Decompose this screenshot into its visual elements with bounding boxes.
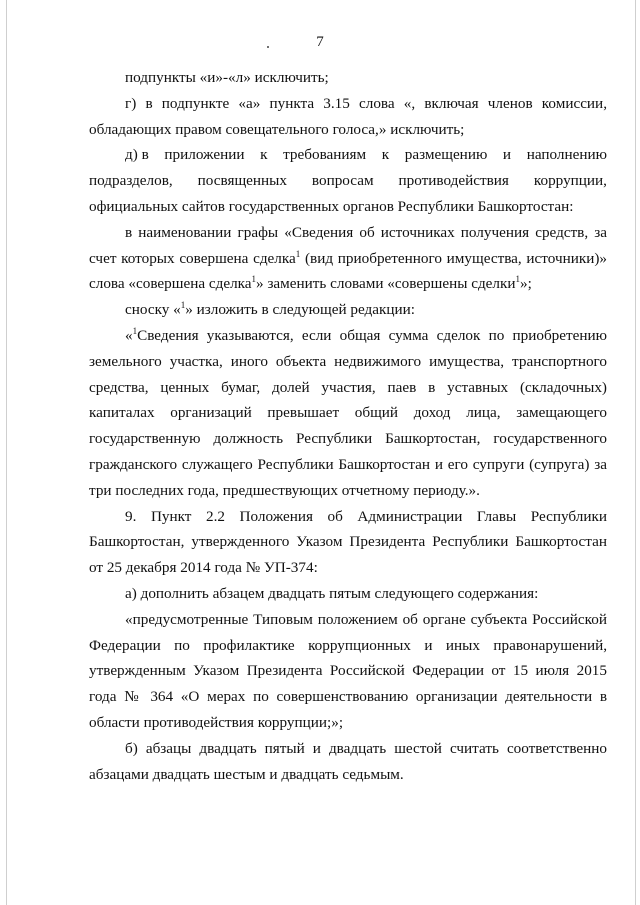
- word: к: [381, 146, 390, 164]
- text-run: (вид приобретенного имущества, источники)» слова «совершена сделка: [89, 249, 607, 293]
- word: вопросам: [311, 172, 374, 190]
- text-run: в наименовании графы «Сведения об источниках получения средств, за счет которых совершена сделка: [89, 223, 607, 267]
- footnote-mark: 1: [180, 300, 186, 311]
- word: и: [502, 146, 512, 164]
- word: подразделов,: [89, 172, 173, 190]
- paragraph-footnote-text: [89, 323, 607, 504]
- footnote-mark: 1: [251, 274, 257, 285]
- paragraph-g: г) в подпункте «а» пункта 3.15 слова «, включая членов комиссии, обладающих правом совещательного голоса,» исключить;: [89, 94, 607, 138]
- footnote-mark: 1: [515, 274, 521, 285]
- paragraph-b: б) абзацы двадцать пятый и двадцать шестой считать соответственно абзацами двадцать шестым и двадцать седьмым.: [89, 739, 607, 783]
- paragraph-d-line-3: официальных сайтов государственных органов Республики Башкортостан:: [89, 197, 574, 215]
- text-run: сноску «: [125, 301, 181, 319]
- paragraph-footnote-intro: [89, 297, 607, 323]
- text-run: Сведения указываются, если общая сумма сделок по приобретению земельного участка, иного объекта недвижимого имущества, транспортного средства, ценных бумаг, долей участия, паев в уставных (складочных) капиталах организаций превышает общий доход лица, замещающего государственную должность Республики Башкортостан, государственного гражданского служащего Республики Башкортостан и его супруги (супруга) за три последних года, предшествующих отчетному периоду.».: [89, 326, 607, 499]
- text-run: » заменить словами «совершены сделки: [256, 275, 516, 293]
- word: д) в: [125, 146, 149, 164]
- text-run: » изложить в следующей редакции:: [185, 301, 415, 319]
- paragraph-item-9: 9. Пункт 2.2 Положения об Администрации Главы Республики Башкортостан, утвержденного Указом Президента Республики Башкортостан от 25 декабря 2014 года № УП-374:: [89, 507, 607, 577]
- text-run: «: [125, 326, 133, 344]
- word: наполнению: [526, 146, 607, 164]
- footnote-mark: 1: [132, 325, 138, 336]
- paragraph-column-title: [89, 220, 607, 297]
- word: посвященных: [197, 172, 287, 190]
- paragraph-a: а) дополнить абзацем двадцать пятым следующего содержания:: [125, 584, 539, 602]
- text-run: »;: [520, 275, 532, 293]
- paragraph-quoted-insertion: «предусмотренные Типовым положением об органе субъекта Российской Федерации по профилактике коррупционных и иных правонарушений, утвержденным Указом Президента Российской Федерации от 15 июля 2015 года № 364 «О мерах по совершенствованию организации деятельности в области противодействия коррупции;»;: [89, 610, 607, 731]
- scan-edge-left: [6, 0, 7, 905]
- word: приложении: [164, 146, 245, 164]
- paragraph-d: [89, 142, 607, 219]
- word: коррупции,: [533, 172, 607, 190]
- footnote-mark: 1: [295, 248, 301, 259]
- paragraph-subpoints-exclusion: подпункты «и»-«л» исключить;: [125, 69, 329, 86]
- word: размещению: [404, 146, 488, 164]
- page-number: 7: [316, 34, 324, 50]
- word: к: [260, 146, 268, 164]
- paragraph-d-line-1: [89, 142, 607, 168]
- word: противодействия: [398, 172, 509, 190]
- document-body: [89, 65, 607, 787]
- scan-artifact-dot: [267, 46, 269, 48]
- word: требованиям: [283, 146, 367, 164]
- paragraph-d-line-2: [89, 168, 607, 194]
- scan-edge-right: [635, 0, 636, 905]
